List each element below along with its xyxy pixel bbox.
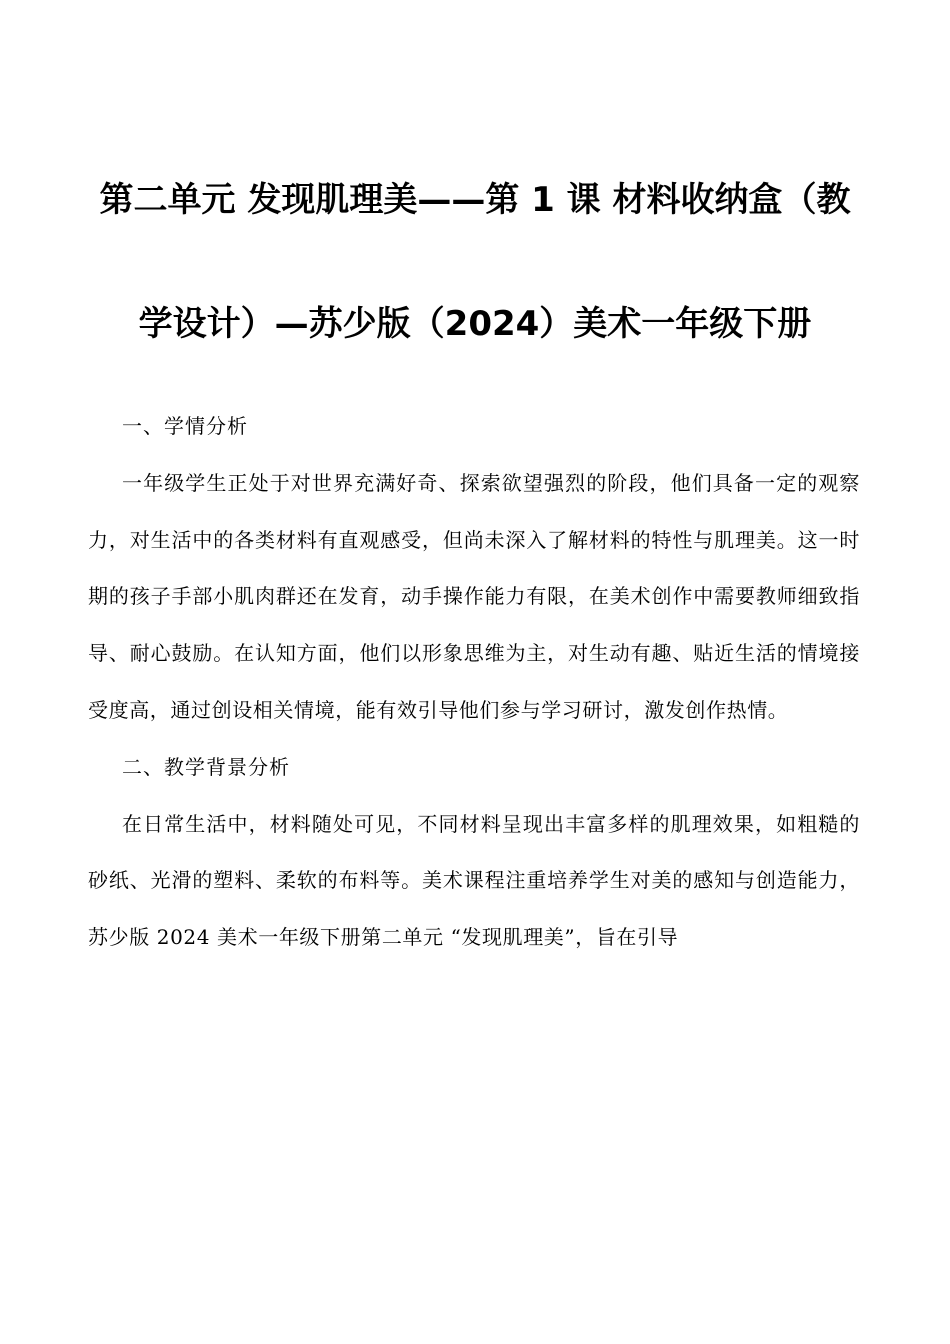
title-line-1: 第二单元 发现肌理美——第 1 课 材料收纳盒（教 [99, 180, 851, 220]
document-body [88, 398, 860, 966]
document-title [60, 138, 890, 386]
section-paragraph-background-analysis: 在日常生活中，材料随处可见，不同材料呈现出丰富多样的肌理效果，如粗糙的砂纸、光滑的塑料、柔软的布料等。美术课程注重培养学生对美的感知与创造能力，苏少版 2024 美术一年级下册第二单元 “发现肌理美”，旨在引导 [88, 811, 860, 950]
section-heading-learner-analysis: 一、学情分析 [122, 414, 248, 438]
title-line-2: 学设计）—苏少版（2024）美术一年级下册 [138, 304, 812, 344]
section-heading-background-analysis: 二、教学背景分析 [122, 754, 290, 779]
section-paragraph-learner-analysis: 一年级学生正处于对世界充满好奇、探索欲望强烈的阶段，他们具备一定的观察力，对生活中的各类材料有直观感受，但尚未深入了解材料的特性与肌理美。这一时期的孩子手部小肌肉群还在发育，动手操作能力有限，在美术创作中需要教师细致指导、耐心鼓励。在认知方面，他们以形象思维为主，对生动有趣、贴近生活的情境接受度高，通过创设相关情境，能有效引导他们参与学习研讨，激发创作热情。 [88, 470, 860, 722]
